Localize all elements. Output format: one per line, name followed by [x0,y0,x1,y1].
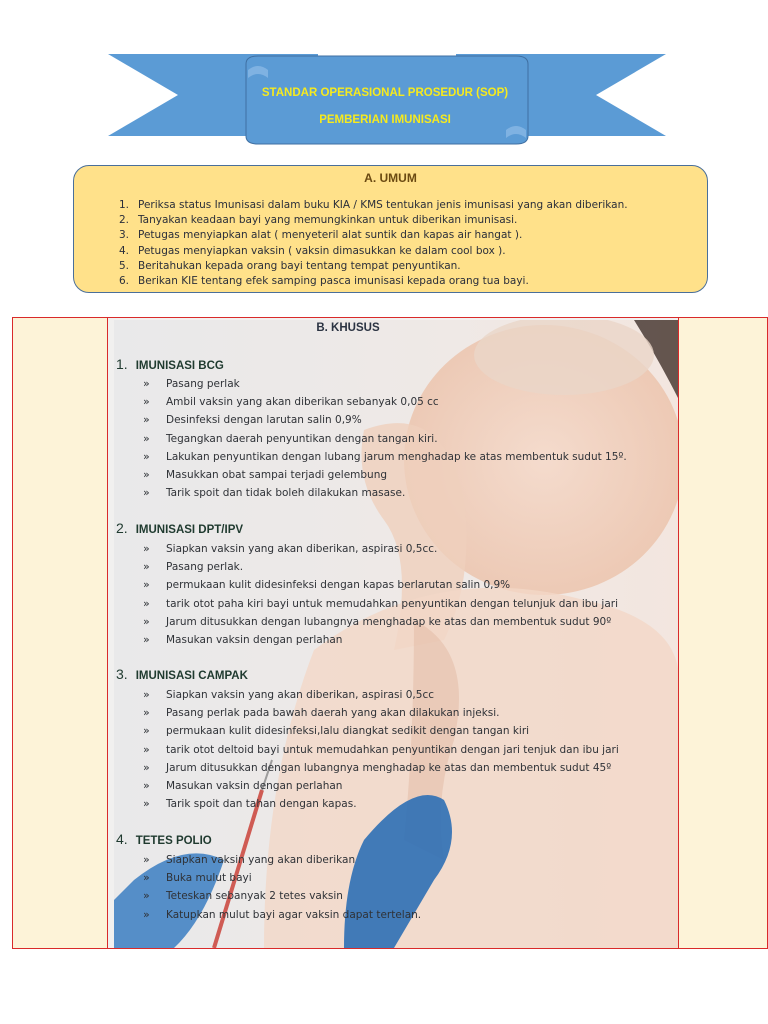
left-side-panel [12,317,107,949]
bullet-glyph: » [143,486,150,500]
list-item [143,759,619,777]
list-item-text: Tarik spoit dan tidak boleh dilakukan masase. [166,487,406,500]
section-title-campak [116,666,248,682]
banner-title [246,80,524,134]
list-item [143,887,421,905]
list-item-text: Lakukan penyuntikan dengan lubang jarum menghadap ke atas membentuk sudut 15º. [166,450,627,463]
bullet-glyph: » [143,596,150,610]
section-title-text: IMUNISASI CAMPAK [135,670,248,682]
list-item-text: Buka mulut bayi [166,872,252,885]
list-item-text: Masukan vaksin dengan perlahan [166,633,343,646]
list-item-text: Katupkan mulut bayi agar vaksin dapat tertelan. [166,908,422,921]
list-item-text: tarik otot deltoid bayi untuk memudahkan penyuntikan dengan jari tenjuk dan ibu jari [166,743,619,756]
bullet-glyph: » [143,706,150,720]
list-item [119,244,628,259]
list-item-text: Beritahukan kepada orang bayi tentang tempat penyuntikan. [138,259,461,272]
bullet-glyph: » [143,853,150,866]
steps-list-bcg [143,375,627,502]
umum-list [119,198,628,289]
list-item [119,274,628,289]
bullet-glyph: » [143,724,150,738]
list-item [143,393,627,411]
section-number: 4. [116,831,128,847]
list-item-text: Pasang perlak [166,378,240,390]
list-item [143,375,627,393]
section-number: 1. [116,356,128,372]
list-item-text: permukaan kulit didesinfeksi dengan kapas berlarutan salin 0,9% [166,579,511,592]
umum-title: A. UMUM [364,171,417,185]
list-item-text: Periksa status Imunisasi dalam buku KIA / KMS tentukan jenis imunisasi yang akan diberikan. [138,199,628,211]
list-item-text: Jarum ditusukkan dengan lubangnya menghadap ke atas dan membentuk sudut 45º [166,761,612,774]
bullet-glyph: » [143,778,150,792]
list-item-number: 1. [119,199,130,211]
list-item [143,613,618,631]
list-item-text: Ambil vaksin yang akan diberikan sebanyak 0,05 cc [166,396,439,409]
list-item-text: Tarik spoit dan tahan dengan kapas. [166,798,357,811]
list-item-number: 5. [119,259,130,272]
list-item-text: Tegangkan daerah penyuntikan dengan tangan kiri. [166,432,438,445]
bullet-glyph: » [143,614,150,628]
bullet-glyph: » [143,449,150,463]
list-item [119,259,628,274]
bullet-glyph: » [143,431,150,445]
list-item [143,484,627,502]
list-item [143,631,618,649]
list-item [143,869,421,887]
list-item-number: 3. [119,229,130,242]
section-title-bcg [116,356,224,372]
list-item-text: Teteskan sebanyak 2 tetes vaksin [166,890,343,903]
list-item-number: 2. [119,214,130,227]
bullet-glyph: » [143,560,150,574]
khusus-panel [107,317,679,949]
list-item-text: Siapkan vaksin yang akan diberikan, aspirasi 0,5cc [166,689,434,701]
list-item [143,795,619,813]
list-item [143,741,619,759]
list-item [143,722,619,740]
list-item-text: Petugas menyiapkan vaksin ( vaksin dimasukkan ke dalam cool box ). [138,244,506,257]
list-item [119,213,628,228]
list-item [143,851,421,869]
bullet-glyph: » [143,395,150,409]
list-item-text: Pasang perlak pada bawah daerah yang akan dilakukan injeksi. [166,707,500,720]
banner-title-line2: PEMBERIAN IMUNISASI [319,114,451,126]
bullet-glyph: » [143,377,150,390]
steps-list-campak [143,686,619,813]
section-title-dpt [116,520,243,536]
bullet-glyph: » [143,742,150,756]
bullet-glyph: » [143,542,150,555]
list-item-text: Jarum ditusukkan dengan lubangnya menghadap ke atas dan membentuk sudut 90º [166,615,612,628]
list-item-text: Petugas menyiapkan alat ( menyeteril alat suntik dan kapas air hangat ). [138,229,523,242]
list-item [143,558,618,576]
steps-list-dpt [143,540,618,649]
list-item-text: Siapkan vaksin yang akan diberikan [166,854,356,866]
section-title-text: IMUNISASI BCG [135,360,224,372]
bullet-glyph: » [143,413,150,427]
bullet-glyph: » [143,889,150,903]
bullet-glyph: » [143,632,150,646]
list-item [143,576,618,594]
list-item [119,198,628,213]
bullet-glyph: » [143,760,150,774]
section-title-polio [116,831,212,847]
list-item [143,777,619,795]
section-title-text: IMUNISASI DPT/IPV [135,524,244,536]
bullet-glyph: » [143,688,150,701]
bullet-glyph: » [143,907,150,921]
umum-box [73,165,708,293]
list-item-text: Masukkan obat sampai terjadi gelembung [166,468,388,481]
list-item-number: 6. [119,274,130,287]
list-item-number: 4. [119,244,130,257]
section-number: 2. [116,520,128,536]
khusus-title: B. KHUSUS [316,322,380,334]
bullet-glyph: » [143,871,150,885]
list-item-text: permukaan kulit didesinfeksi,lalu diangkat sedikit dengan tangan kiri [166,725,530,738]
steps-list-polio [143,851,421,924]
list-item [143,430,627,448]
right-side-panel [679,317,768,949]
list-item-text: Tanyakan keadaan bayi yang memungkinkan untuk diberikan imunisasi. [138,214,518,227]
list-item-text: Siapkan vaksin yang akan diberikan, aspirasi 0,5cc. [166,543,438,555]
list-item [143,411,627,429]
list-item-text: Berikan KIE tentang efek samping pasca imunisasi kepada orang tua bayi. [138,274,529,287]
list-item [143,686,619,704]
list-item [143,448,627,466]
list-item [143,595,618,613]
list-item [143,466,627,484]
list-item [143,704,619,722]
list-item-text: tarik otot paha kiri bayi untuk memudahkan penyuntikan dengan telunjuk dan ibu jari [166,597,619,610]
section-title-text: TETES POLIO [135,835,212,847]
section-number: 3. [116,666,128,682]
list-item [143,906,421,924]
list-item-text: Pasang perlak. [166,561,244,574]
bullet-glyph: » [143,797,150,811]
bullet-glyph: » [143,467,150,481]
banner-title-line1: STANDAR OPERASIONAL PROSEDUR (SOP) [261,87,509,99]
list-item-text: Desinfeksi dengan larutan salin 0,9% [166,414,362,427]
list-item [119,228,628,243]
list-item [143,540,618,558]
list-item-text: Masukan vaksin dengan perlahan [166,779,343,792]
bullet-glyph: » [143,578,150,592]
